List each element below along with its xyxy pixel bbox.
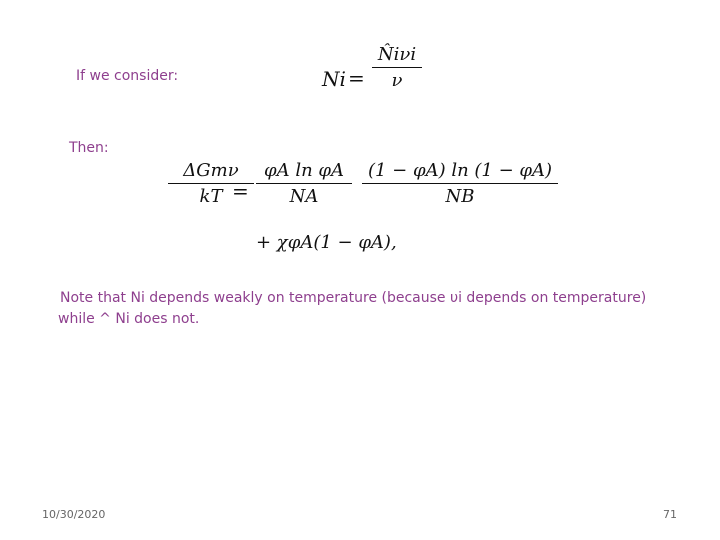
- eq2-term1-denominator: NA: [289, 186, 319, 207]
- eq2-term1-bar: [256, 183, 352, 184]
- eq2-lhs-denominator: kT: [199, 186, 223, 207]
- eq2-equals: =: [232, 179, 249, 203]
- eq2-term2-bar: [362, 183, 558, 184]
- eq2-term2-fraction: [362, 160, 558, 207]
- eq2-term3: + χφA(1 − φA),: [256, 232, 397, 253]
- footer-date: 10/30/2020: [42, 508, 106, 521]
- eq2-term1-fraction: [256, 160, 352, 207]
- eq2-term1-numerator: φA ln φA: [264, 160, 344, 181]
- note-text-line2: while ^ Ni does not.: [58, 311, 200, 327]
- eq1-fraction-bar: [372, 67, 422, 68]
- eq1-numerator: N̂iνi: [377, 44, 417, 65]
- eq2-term2-denominator: NB: [445, 186, 475, 207]
- eq1-fraction: [372, 44, 422, 91]
- eq2-lhs-numerator: ΔGmν: [183, 160, 239, 181]
- eq1-denominator: ν: [391, 70, 403, 91]
- then-label: Then:: [69, 140, 109, 156]
- eq1-lhs: Ni: [322, 67, 346, 91]
- if-we-consider-label: If we consider:: [76, 68, 179, 84]
- eq2-term2-numerator: (1 − φA) ln (1 − φA): [367, 160, 553, 181]
- note-text-line1: Note that Ni depends weakly on temperature (because υi depends on temperature): [60, 290, 647, 306]
- footer-page-number: 71: [663, 508, 677, 521]
- eq1-equals: =: [348, 66, 365, 90]
